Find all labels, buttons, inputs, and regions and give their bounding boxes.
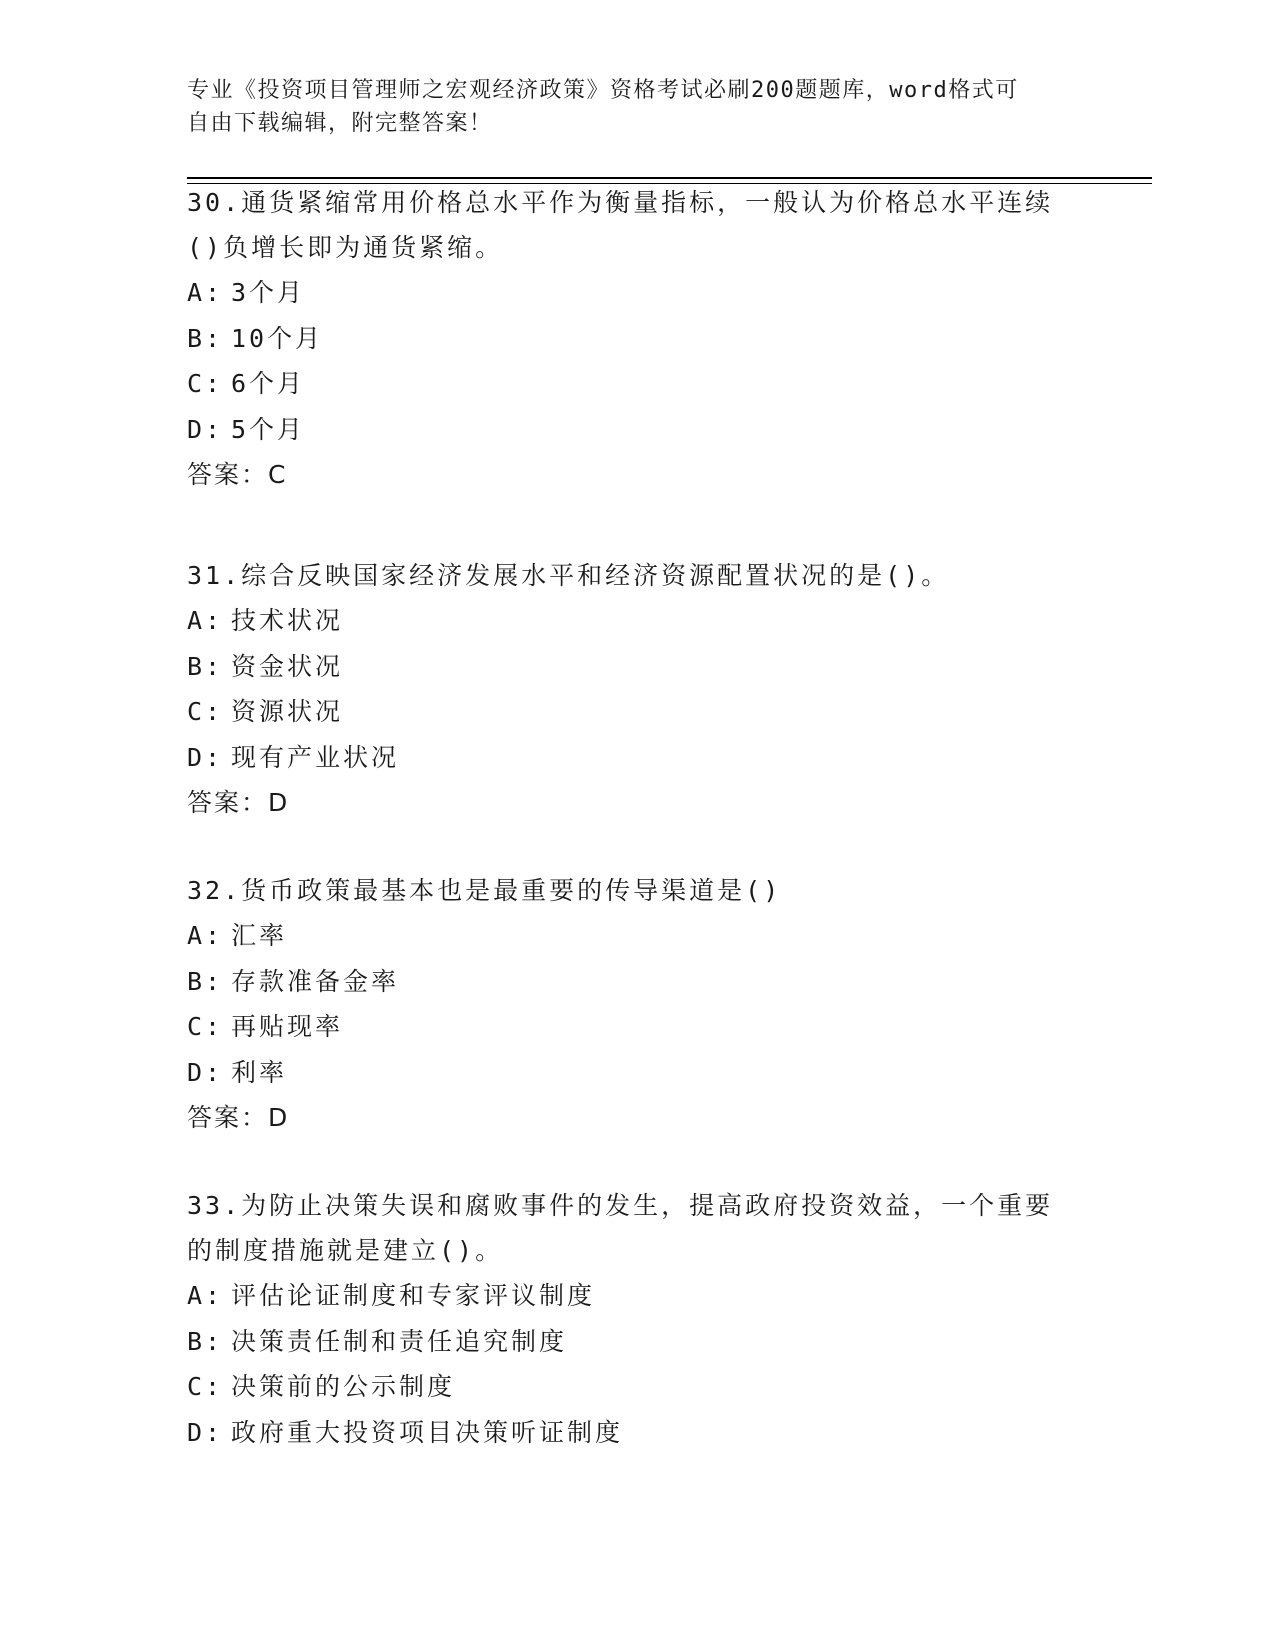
option-c (187, 361, 1087, 407)
option-letter: B: (187, 323, 224, 353)
document-header (187, 74, 1087, 140)
question-30 (187, 180, 1087, 497)
option-text: 决策前的公示制度 (231, 1372, 456, 1401)
option-a (187, 270, 1087, 316)
option-letter: A: (187, 606, 224, 635)
option-b (187, 644, 1087, 690)
option-letter: D: (187, 742, 224, 772)
option-b (187, 1319, 1087, 1365)
question-32 (187, 868, 1087, 1140)
option-text: 利率 (231, 1057, 288, 1087)
option-text: 评估论证制度和专家评议制度 (231, 1281, 596, 1310)
option-d (187, 1050, 1087, 1096)
option-letter: A: (187, 1281, 224, 1310)
option-letter: D: (187, 1417, 224, 1447)
option-text: 政府重大投资项目决策听证制度 (231, 1417, 624, 1447)
option-text: 5个月 (231, 414, 306, 444)
option-text: 6个月 (231, 369, 306, 398)
option-letter: B: (187, 1326, 224, 1356)
option-text: 资金状况 (231, 651, 344, 681)
option-text: 现有产业状况 (231, 742, 400, 772)
option-text: 汇率 (231, 921, 288, 950)
option-b (187, 316, 1087, 362)
answer-line: 答案：D (187, 1103, 290, 1132)
option-d (187, 735, 1087, 781)
option-letter: C: (187, 697, 224, 726)
question-stem-line: 32.货币政策最基本也是最重要的传导渠道是() (187, 876, 782, 905)
option-text: 3个月 (231, 278, 306, 307)
answer-line: 答案：D (187, 788, 290, 817)
question-33 (187, 1183, 1087, 1455)
option-text: 存款准备金率 (231, 966, 400, 996)
option-c (187, 1004, 1087, 1050)
option-b (187, 959, 1087, 1005)
option-text: 决策责任制和责任追究制度 (231, 1326, 568, 1356)
option-letter: C: (187, 1372, 224, 1401)
option-text: 10个月 (231, 323, 324, 353)
question-stem-line: 30.通货紧缩常用价格总水平作为衡量指标，一般认为价格总水平连续 (187, 188, 1054, 217)
option-letter: D: (187, 1057, 224, 1087)
option-letter: B: (187, 966, 224, 996)
option-letter: B: (187, 651, 224, 681)
header-line-2: 自由下载编辑，附完整答案！ (187, 111, 493, 136)
option-text: 技术状况 (231, 606, 344, 635)
option-letter: C: (187, 1012, 224, 1041)
question-stem-line: 的制度措施就是建立()。 (187, 1236, 504, 1265)
option-a (187, 598, 1087, 644)
question-31 (187, 553, 1087, 825)
option-text: 再贴现率 (231, 1012, 344, 1041)
option-letter: C: (187, 369, 224, 398)
option-c (187, 689, 1087, 735)
option-d (187, 1410, 1087, 1456)
option-letter: A: (187, 278, 224, 307)
header-line-1: 专业《投资项目管理师之宏观经济政策》资格考试必刷200题题库，word格式可 (187, 78, 1019, 103)
option-letter: D: (187, 414, 224, 444)
option-c (187, 1364, 1087, 1410)
question-stem-line: 33.为防止决策失误和腐败事件的发生，提高政府投资效益，一个重要 (187, 1191, 1054, 1220)
answer-line: 答案：C (187, 460, 288, 489)
question-stem-line: ()负增长即为通货紧缩。 (187, 233, 504, 262)
option-d (187, 407, 1087, 453)
question-stem-line: 31.综合反映国家经济发展水平和经济资源配置状况的是()。 (187, 561, 950, 590)
option-letter: A: (187, 921, 224, 950)
option-a (187, 913, 1087, 959)
header-divider-thick (187, 177, 1152, 179)
option-text: 资源状况 (231, 697, 344, 726)
option-a (187, 1273, 1087, 1319)
